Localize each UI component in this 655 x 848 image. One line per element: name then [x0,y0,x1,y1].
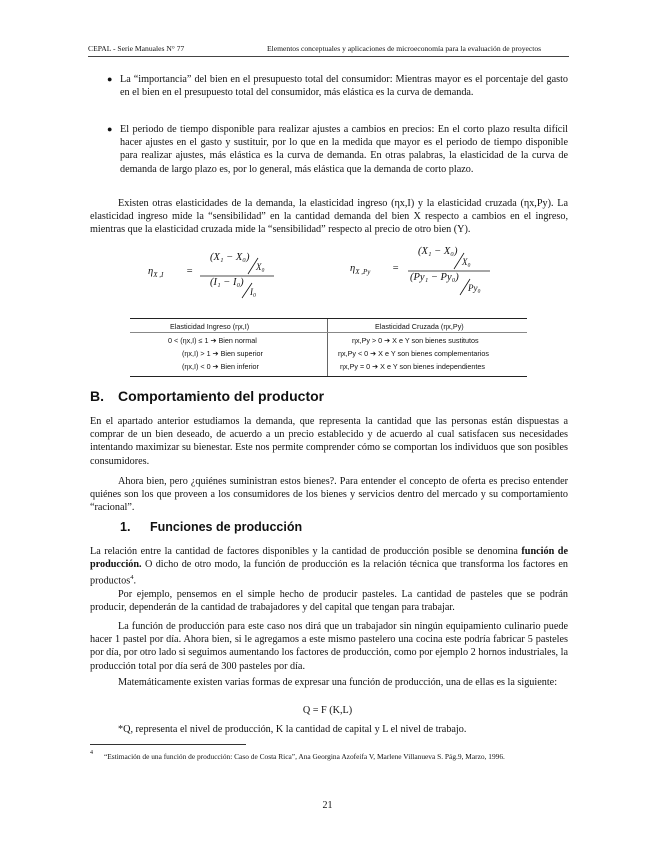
table-cell: ηx,Py > 0 ➔ X e Y son bienes sustitutos [352,336,479,345]
footnote-ref[interactable]: 4 [130,574,134,582]
subsection-title: Funciones de producción [150,520,303,534]
subsection-number: 1. [120,520,131,534]
elasticity-table [130,318,527,377]
table-cell: 0 < (ηx,I) ≤ 1 ➔ Bien normal [168,336,257,345]
section-number: B. [90,388,104,404]
paragraph-b1: En el apartado anterior estudiamos la demanda, que representa la cantidad que las personas están dispuestas a comprar de un bien deseado, de acuerdo a un precio establecido y de acuerdo al cual satisfacen sus necesidades intentando maximizar su bienestar. Este nos permite comprender cómo se comportan los individuos que son posibles consumidores. [90,416,568,467]
table-header-income: Elasticidad Ingreso (ηx,I) [170,322,250,331]
bold-term: función de producción. [90,546,568,571]
cross-elasticity-formula [350,245,520,300]
bullet-text: La “importancia” del bien en el presupuesto total del consumidor: Mientras mayor es el porcentaje del gasto en el bien en el presupuesto total del consumidor, más elástica es la curva de demanda. [120,74,568,99]
numerator-base: X₀ [462,257,471,267]
equals-sign: = [186,266,194,277]
paragraph-1b: Por ejemplo, pensemos en el simple hecho de producir pasteles. La cantidad de pasteles que se podrán producir, dependerán de la cantidad de trabajadores y del capital que tengan para trabajar. [90,589,568,614]
paragraph-text: La relación entre la cantidad de factores disponibles y la cantidad de producción posible se denomina [90,546,522,557]
denominator: (I₁ − I₀) [210,277,244,288]
paragraph-text: O dicho de otro modo, la función de producción es la relación técnica que transforma los factores en productos [90,559,568,587]
eta-subscript: X ,I [153,271,164,280]
header-rule [88,56,569,57]
running-header-right: Elementos conceptuales y aplicaciones de microeconomía para la evaluación de proyectos [267,44,542,53]
table-cell: ηx,Py < 0 ➔ X e Y son bienes complementarios [338,349,489,358]
section-title: Comportamiento del productor [118,388,325,404]
paragraph-1c: La función de producción para este caso nos dirá que un trabajador sin ningún equipamiento culinario puede hacer 1 pastel por día. Ahora bien, si le agregamos a este mismo pastelero una cocina este podría fabricar 5 pasteles por día, por otro lado si seguimos aumentando los factores de producción, como por ejemplo 2 hornos industriales, la producción total por día será de 300 pasteles por día. [90,621,568,672]
denominator-base: I₀ [250,287,257,297]
table-cell: (ηx,I) < 0 ➔ Bien inferior [182,362,259,371]
bullet-text: El periodo de tiempo disponible para realizar ajustes a cambios en precios: En el corto plazo resulta difícil hacer ajustes en el gasto y sustituir, por lo que en la medida que mayor es el periodo de tiempo disponible para realizar ajustes, más elástica es la curva de demanda. En otras palabras, la elasticidad de la curva de demanda de largo plazo es, por lo general, más elástica que la demanda de corto plazo. [120,124,568,175]
eta-symbol: η [350,263,356,274]
bullet-icon: ● [107,124,113,134]
paragraph-1a: La relación entre la cantidad de factores disponibles y la cantidad de producción posible se denomina función de producción. O dicho de otro modo, la función de producción es la relación técnica que transforma los factores en productos$^4$. [90,546,568,587]
table-header-rule [130,332,527,333]
table-header-cross: Elasticidad Cruzada (ηx,Py) [375,322,464,331]
bullet-icon: ● [107,74,113,84]
table-column-divider [327,319,328,376]
numerator: (X₁ − X₀) [418,246,458,257]
paragraph-b2: Ahora bien, pero ¿quiénes suministran estos bienes?. Para entender el concepto de oferta es preciso entender quiénes son los que proveen a los consumidores de los bienes y servicios dentro del mercado y su comportamiento “racional”. [90,476,568,514]
footnote-rule [90,744,246,745]
denominator: (Py₁ − Py₀) [410,272,459,283]
eta-subscript: X ,Py [355,268,371,277]
production-function-equation: Q = F (K,L) [302,705,353,716]
equals-sign: = [392,263,400,274]
intro-paragraph: Existen otras elasticidades de la demanda, la elasticidad ingreso (ηx,I) y la elasticidad cruzada (ηx,Py). La elasticidad ingreso mide la “sensibilidad” en la cantidad demanda del bien X respecto a cambios en el ingreso, mientras que la elasticidad cruzada mide la “sensibilidad” respecto al precio de otro bien (Y). [90,198,568,236]
paragraph-1d: Matemáticamente existen varias formas de expresar una función de producción, una de ellas es la siguiente: [118,677,558,688]
equation-note: *Q, representa el nivel de producción, K la cantidad de capital y L el nivel de trabajo. [118,724,467,735]
page-number: 21 [322,800,333,811]
table-cell: (ηx,I) > 1 ➔ Bien superior [182,349,263,358]
fraction-lines [350,245,520,300]
fraction-lines [148,250,298,300]
eta-symbol: η [148,266,154,277]
table-cell: ηx,Py = 0 ➔ X e Y son bienes independientes [340,362,486,371]
bullet-item [107,123,568,176]
bullet-item [107,73,568,99]
running-header-left: CEPAL - Serie Manuales N° 77 [88,44,185,53]
footnote-number: 4 [90,750,93,756]
numerator-base: X₀ [256,262,265,272]
income-elasticity-formula [148,250,298,300]
numerator: (X₁ − X₀) [210,252,250,263]
footnote-text: “Estimación de una función de producción: Caso de Costa Rica”, Ana Georgina Azofeifa V, Marlene Villanueva S. Pág.9, Marzo, 1996. [104,752,505,761]
denominator-base: Py₀ [468,283,481,293]
